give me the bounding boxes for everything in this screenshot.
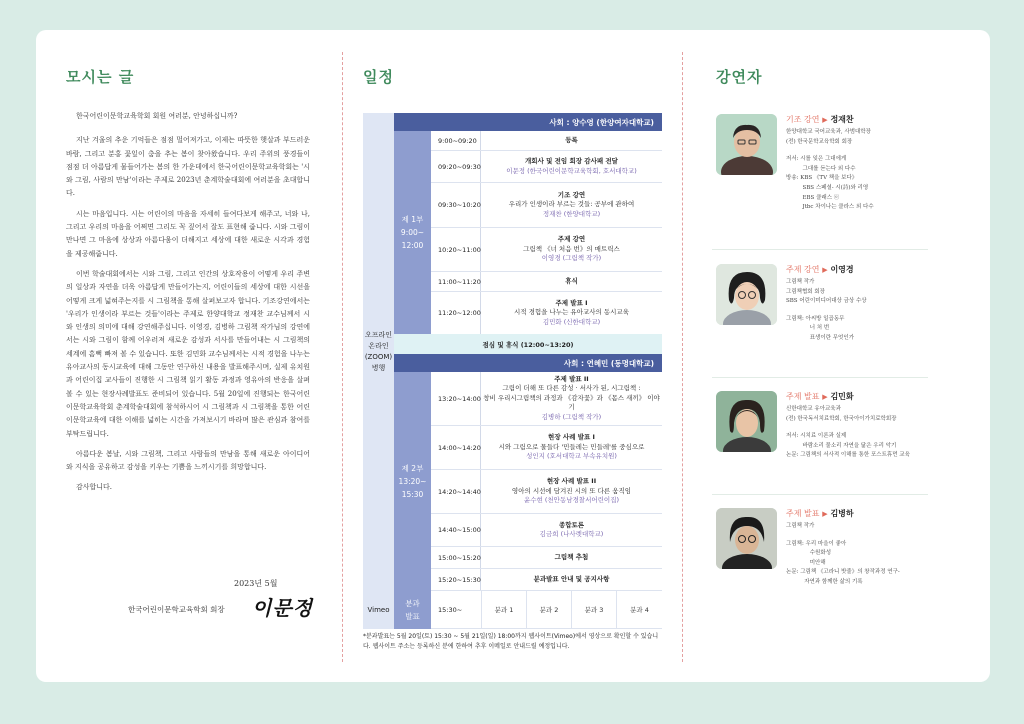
chair-bar: 사회 : 양수영 (한양여자대학교)	[394, 113, 662, 131]
speaker-role: 주제 발표	[786, 509, 820, 518]
part2-label	[394, 372, 431, 591]
mode-line: (ZOOM)	[364, 353, 393, 361]
session-title: 분과발표 안내 및 공지사항	[533, 574, 610, 583]
session-title: 그림책 추첨	[554, 552, 589, 561]
bio-line: 그림책협회 회장	[786, 288, 825, 295]
bio-line	[786, 307, 936, 315]
time-cell: 9:00~09:20	[431, 131, 481, 151]
speaker-bio	[786, 522, 936, 588]
session-title: 주제 발표 I	[555, 298, 588, 307]
breakout-line: 발표	[405, 612, 420, 621]
breakout-cell: 분과 3	[571, 591, 616, 629]
bio-line: EBS 클래스 ⓔ	[786, 194, 840, 201]
time-cell: 09:30~10:20	[431, 183, 481, 228]
bio-line: 논문: 그림책 《고라니 밧줄》의 창작과정 연구-	[786, 569, 900, 576]
bio-line: SBS 어린이미디어대상 금상 수상	[786, 298, 867, 305]
bio-line: 한양대학교 국어교육과, 사범대학장	[786, 129, 871, 135]
session-cell	[481, 547, 662, 569]
chair-bar: 사회 : 연혜민 (동명대학교)	[394, 354, 662, 372]
speaker-heading	[786, 391, 854, 402]
speaker-heading	[786, 264, 854, 275]
speaker-heading	[786, 114, 854, 125]
part-line: 제 2부	[401, 464, 424, 473]
schedule-title: 일정	[363, 68, 394, 86]
part-line: 9:00~	[400, 228, 425, 237]
bio-line: 미안해	[786, 559, 826, 566]
speaker-photo	[716, 508, 777, 569]
part-line: 13:20~	[398, 477, 427, 486]
play-arrow-icon: ▶	[822, 510, 828, 518]
bio-line: 그대를 듣는다 외 다수	[786, 165, 856, 172]
time-cell: 15:20~15:30	[431, 569, 481, 591]
bio-line: 자연과 함께한 삶의 기록	[786, 578, 863, 585]
portrait-image	[716, 114, 777, 175]
letter-paragraph: 이번 학술대회에서는 시와 그림, 그리고 인간의 상호작용이 어떻게 우리 주변의 일상과 자연을 더욱 아름답게 만들어가는지, 어린이들의 세상에 대한 시선을 어떻게 크게 넓혀주는지를 시 그림책을 통해 살펴보고자 합니다. 기조강연에서는 '우리가 인생이라 부르는 것들'이라는 주제로 한양대학교 정재찬 교수님께서 시와 인생의 의미에 대해 강연해주십니다. 이영경, 김병하 그림책 작가님의 강연에서는 시와 그림이 함께 어우러져 새로운 감성과 서사를 만들어내는 시 그림책의 세계에 흠뻑 빠져 볼 수 있습니다. 또한 김민화 교수님께서는 시적 경험을 나누는 유아교사의 동시교육에 대해 그동안 연구하신 내용을 발표해주시며, 실제 유치원과 어린이집 교사들이 진행한 시 그림책 읽기 활동 과정과 영유아의 반응을 살펴볼 수 있는 현장사례발표도 준비되어 있습니다. 5월 20일에 진행되는 한국어린이문학교육학회 춘계학술대회에 참석하시어 시 그림책과 시 그림책을 통한 어린이문학교육에 대한 이해를 넓히는 시간을 가져보시기 바라며 많은 관심과 참여를 부탁드립니다.	[66, 269, 310, 438]
schedule-table	[363, 113, 662, 629]
letter-date: 2023년 5월	[234, 579, 278, 588]
bio-line	[786, 532, 936, 540]
bio-line	[786, 147, 936, 155]
bio-line: 수원화성	[786, 550, 832, 557]
time-cell: 15:00~15:20	[431, 547, 481, 569]
session-cell	[481, 372, 662, 426]
time-cell: 09:20~09:30	[431, 151, 481, 183]
session-speaker: 이영경 (그림책 작가)	[541, 254, 602, 263]
bio-line: 표생이란 무엇인가	[786, 334, 855, 341]
bio-line: 그림책 작가	[786, 279, 815, 285]
mode-cell	[363, 113, 394, 591]
mode-line: 온라인	[368, 342, 389, 350]
speaker-photo	[716, 114, 777, 175]
part-line: 15:30	[401, 490, 424, 499]
speaker-bio	[786, 128, 936, 213]
time-cell: 10:20~11:00	[431, 228, 481, 272]
session-desc: 그림책 《너 처음 번》의 매트릭스	[523, 244, 620, 253]
session-cell	[481, 183, 662, 228]
portrait-image	[716, 508, 777, 569]
play-arrow-icon: ▶	[822, 393, 828, 401]
session-speaker: 정재찬 (한양대학교)	[542, 209, 601, 218]
session-cell	[481, 514, 662, 547]
part1-label	[394, 131, 431, 334]
mode-line: 오프라인	[364, 331, 393, 339]
speaker-bio	[786, 405, 936, 461]
speaker-bio	[786, 278, 936, 344]
time-cell: 14:00~14:20	[431, 426, 481, 470]
portrait-image	[716, 264, 777, 325]
bio-line: (전) 한국문학교육학회 회장	[786, 138, 853, 145]
session-title: 종합토론	[558, 520, 585, 529]
column-divider	[682, 52, 683, 662]
session-speaker: 성인지 (호서대학교 부속유치원)	[526, 452, 617, 461]
breakout-cell: 분과 1	[481, 591, 526, 629]
bio-line: 저서: 시를 잊은 그대에게	[786, 156, 847, 163]
speaker-name: 정재찬	[830, 115, 854, 124]
bio-line: 신한대학교 유아교육과	[786, 406, 841, 412]
breakout-cell: 분과 4	[616, 591, 662, 629]
part-line: 제 1부	[401, 215, 424, 224]
portrait-image	[716, 391, 777, 452]
session-desc: 시적 경험을 나누는 유아교사의 동시교육	[513, 308, 629, 317]
signer-title: 한국어린이문학교육학회 회장	[128, 605, 225, 614]
session-title: 개회사 및 전임 회장 감사패 전달	[525, 157, 618, 165]
speaker-divider	[712, 249, 928, 250]
bio-line: 너 처 번	[786, 325, 830, 332]
session-cell	[481, 292, 662, 334]
bio-line: 저서: 시치료 이론과 실제	[786, 433, 847, 440]
speaker-name: 김병하	[830, 509, 854, 518]
speaker-divider	[712, 377, 928, 378]
speaker-role: 주제 발표	[786, 392, 820, 401]
lunch-row: 점심 및 휴식 (12:00~13:20)	[394, 334, 662, 354]
bio-line: 논문: 그림책의 서사적 이해를 통한 포스트휴먼 교육	[786, 452, 910, 459]
session-title: 휴식	[565, 276, 578, 285]
session-title: 기조 강연	[557, 190, 586, 199]
bio-line: 그림책: 우리 마을이 좋아	[786, 540, 847, 547]
play-arrow-icon: ▶	[822, 116, 828, 124]
session-speaker: 김금희 (나사렛대학교)	[539, 530, 604, 538]
time-cell: 13:20~14:00	[431, 372, 481, 426]
speaker-heading	[786, 508, 854, 519]
schedule-footnote: *분과발표는 5월 20일(토) 15:30 ~ 5월 21일(일) 18:00까지 웹사이트(Vimeo)에서 영상으로 확인할 수 있습니다. 웹사이트 주소는 등록하신 분에 한하여 추후 이메일로 안내드릴 예정입니다.	[363, 633, 659, 650]
breakout-time: 15:30~	[431, 591, 481, 629]
session-title: 등록	[565, 135, 578, 144]
part-line: 12:00	[401, 241, 424, 250]
speaker-name: 이영경	[830, 265, 854, 274]
greeting: 한국어린이문학교육학회 회원 여러분, 안녕하십니까?	[76, 112, 238, 120]
session-speaker: 김민화 (신한대학교)	[542, 317, 601, 326]
session-desc: 창비 우리시그림책의 과정과 《감자꽃》과 《몸스 새끼》 이야기	[483, 393, 660, 412]
time-cell: 11:20~12:00	[438, 309, 481, 317]
session-title: 현장 사례 발표 II	[546, 477, 597, 486]
letter-paragraph: 지난 겨울의 추운 기억들은 점점 멀어져가고, 이제는 따뜻한 햇살과 부드러운 바람, 그리고 분홍 꽃잎이 춤을 추는 봄이 찾아왔습니다. 우리 주위의 풍경들이 점점 더 아름답게 물들어가는 봄의 한 가운데에서 한국어린이문학교육학회는 '시와 그림, 사람의 만남'이라는 주제로 2023년 춘계학술대회에 여러분을 초대합니다.	[66, 136, 310, 198]
speakers-title: 강연자	[716, 68, 763, 86]
session-speaker: 이문정 (한국어린이문학교육학회, 호서대학교)	[506, 166, 637, 175]
speaker-divider	[712, 494, 928, 495]
speaker-photo	[716, 391, 777, 452]
time-cell: 14:20~14:40	[431, 470, 481, 514]
session-desc: 그림이 더해 또 다른 감성 · 서사가 된, 시그림책 :	[502, 384, 641, 393]
time-cell: 11:00~11:20	[431, 272, 481, 292]
session-title: 현장 사례 발표 I	[548, 433, 595, 442]
bio-line: 바람소리 물소리 자연을 닮은 우리 악기	[786, 442, 897, 449]
speaker-role: 기조 강연	[786, 115, 820, 124]
session-title: 주제 발표 II	[554, 374, 589, 383]
speaker-name: 김민화	[830, 392, 854, 401]
session-speaker: 김병하 (그림책 작가)	[541, 412, 602, 421]
bio-line: 그림책: 아씨방 일곱동무	[786, 315, 845, 322]
session-speaker: 윤수현 (천안동남경찰서어린이집)	[523, 496, 620, 505]
letter-paragraph: 감사합니다.	[76, 483, 113, 492]
session-cell	[481, 228, 662, 272]
speaker-photo	[716, 264, 777, 325]
breakout-label	[394, 591, 431, 629]
column-divider	[342, 52, 343, 662]
session-cell	[481, 426, 662, 470]
breakout-line: 분과	[405, 599, 420, 608]
bio-line: SBS 스페셜- 시(詩)와 리영	[786, 184, 869, 191]
signature: 이문정	[252, 596, 313, 620]
bio-line: 그림책 작가	[786, 523, 815, 529]
mode-line: 병행	[371, 364, 386, 372]
session-title: 주제 강연	[557, 235, 586, 244]
letter-paragraph: 아름다운 봄날, 시와 그림책, 그리고 사람들의 만남을 통해 새로운 아이디어와 지식을 공유하고 감성을 키우는 기쁨을 느끼시기를 희망합니다.	[66, 449, 310, 472]
invitation-letter	[66, 110, 310, 502]
session-cell	[481, 131, 662, 151]
breakout-cell: 분과 2	[526, 591, 571, 629]
bio-line: (전) 한국독서치료학회, 한국아이가치료학회장	[786, 415, 897, 422]
speaker-role: 주제 강연	[786, 265, 820, 274]
bio-line	[786, 424, 936, 432]
session-desc: 우리가 인생이라 부르는 것들: 공부에 관하여	[508, 200, 635, 209]
session-cell	[481, 151, 662, 183]
invitation-title: 모시는 글	[66, 68, 135, 86]
session-cell	[481, 272, 662, 292]
play-arrow-icon: ▶	[822, 266, 828, 274]
vimeo-cell: Vimeo	[363, 591, 394, 629]
session-cell	[481, 470, 662, 514]
session-desc: 시와 그림으로 물들다 '민들레는 민들레'를 중심으로	[498, 442, 645, 451]
session-desc: 영아의 시선에 담겨진 시의 또 다른 움직임	[511, 486, 632, 495]
session-cell	[481, 569, 662, 591]
bio-line: 방송: KBS 《TV 책을 보다》	[786, 175, 858, 182]
bio-line: Jtbc 차이나는 클라스 외 다수	[786, 204, 874, 211]
time-cell: 14:40~15:00	[431, 514, 481, 547]
letter-paragraph: 시는 마음입니다. 시는 어린이의 마음을 자세히 들여다보게 해주고, 너와 나, 그리고 우리의 마음을 어쩌면 그리도 꼭 짚어서 잘도 표현해 줍니다. 시와 그림이 만나면 그 마음에 상상과 아름다움이 더해지고 세상에 대한 새로운 시각과 경험을 제공해줍니다.	[66, 209, 310, 258]
